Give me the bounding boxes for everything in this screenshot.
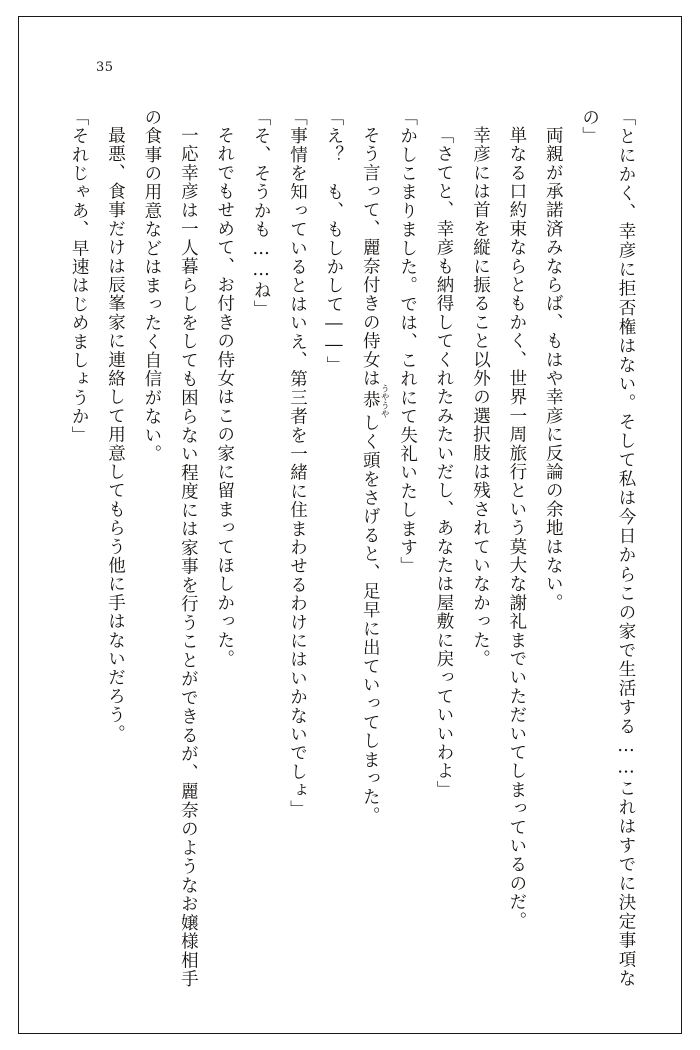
paragraph-with-ruby: そう言って、麗奈付きの侍女は恭 うやうやしく頭をさげると、足早に出ていってしまった。 bbox=[360, 125, 390, 825]
paragraph: 「かしこまりました。では、これにて失礼いたします」 bbox=[397, 108, 418, 576]
paragraph: 最悪、食事だけは辰峯家に連絡して用意してもらう他に手はないだろう。 bbox=[105, 125, 126, 743]
page-number: 35 bbox=[96, 60, 114, 75]
paragraph: それでもせめて、お付きの侍女はこの家に留まってほしかった。 bbox=[214, 125, 235, 668]
paragraph: 「え？ も、もしかして――」 bbox=[323, 108, 344, 375]
paragraph: 「さてと、幸彦も納得してくれたみたいだし、あなたは屋敷に戻っていいわよ」 bbox=[434, 125, 455, 799]
paragraph: 一応幸彦は一人暮らしをしても困らない程度には家事を行うことができるが、麗奈のようなお嬢様相手の食事の用意などはまったく自信がない。 bbox=[141, 108, 199, 988]
paragraph: 単なる口約束ならともかく、世界一周旅行という莫大な謝礼までいただいてしまっているのだ。 bbox=[506, 125, 527, 930]
paragraph: 「それじゃあ、早速はじめましょうか」 bbox=[69, 108, 90, 445]
paragraph: 両親が承諾済みならば、もはや幸彦に反論の余地はない。 bbox=[543, 125, 564, 612]
paragraph: 「そ、そうかも……ね」 bbox=[251, 108, 272, 319]
page-body-text bbox=[56, 108, 644, 988]
paragraph: 幸彦には首を縦に振ること以外の選択肢は残されていなかった。 bbox=[470, 125, 491, 668]
paragraph: 「とにかく、幸彦に拒否権はない。そして私は今日からこの家で生活する……これはすでに決定事項なの」 bbox=[579, 108, 636, 988]
ruby-annotation: 恭 うやうや bbox=[360, 383, 390, 418]
paragraph: 「事情を知っているとはいえ、第三者を一緒に住まわせるわけにはいかないでしょ」 bbox=[287, 108, 308, 819]
